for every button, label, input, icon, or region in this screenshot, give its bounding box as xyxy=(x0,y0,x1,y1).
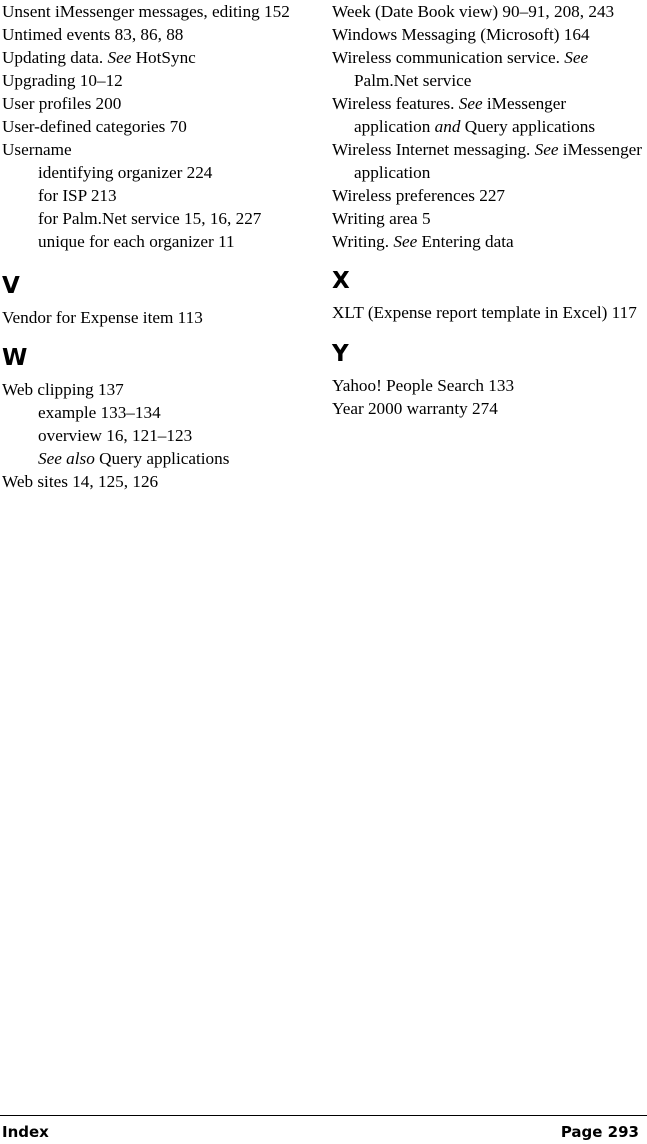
entry-text: unique for each organizer 11 xyxy=(38,232,235,251)
index-entry xyxy=(2,46,310,69)
entry-text: iMessenger application xyxy=(354,94,567,136)
index-column-right xyxy=(332,0,644,420)
entry-text: Web clipping 137 xyxy=(2,380,124,399)
index-subentry xyxy=(2,401,310,424)
index-subentry xyxy=(2,424,310,447)
entry-text: example 133–134 xyxy=(38,403,161,422)
entry-text: Wireless features. xyxy=(332,94,459,113)
index-entry xyxy=(332,184,644,207)
entry-text: iMessenger application xyxy=(354,140,643,182)
entry-group xyxy=(332,374,644,420)
entry-text: Writing. xyxy=(332,232,394,251)
entry-text: Windows Messaging (Microsoft) 164 xyxy=(332,25,590,44)
index-subentry xyxy=(2,161,310,184)
index-entry xyxy=(2,23,310,46)
index-entry xyxy=(2,306,310,329)
index-entry xyxy=(332,92,644,138)
index-subentry xyxy=(2,230,310,253)
index-entry xyxy=(2,138,310,161)
index-entry xyxy=(2,69,310,92)
entry-text: Yahoo! People Search 133 xyxy=(332,376,515,395)
entry-text: Wireless Internet messaging. xyxy=(332,140,535,159)
index-entry xyxy=(2,378,310,401)
entry-group xyxy=(2,0,310,253)
footer-rule xyxy=(0,1115,647,1116)
entry-text: Palm.Net service xyxy=(354,71,472,90)
section-letter-w: W xyxy=(2,345,28,371)
index-subentry xyxy=(2,447,310,470)
entry-text: Web sites 14, 125, 126 xyxy=(2,472,159,491)
entry-text: Username xyxy=(2,140,72,159)
index-column-left xyxy=(2,0,310,493)
index-entry xyxy=(332,230,644,253)
index-entry xyxy=(2,470,310,493)
footer-section-name: Index xyxy=(2,1123,49,1141)
cross-reference-label: See also xyxy=(38,449,95,468)
entry-group xyxy=(332,301,644,324)
cross-reference-label: See xyxy=(534,140,559,159)
entry-text: HotSync xyxy=(131,48,196,67)
section-letter-v: V xyxy=(2,273,20,299)
index-entry xyxy=(332,23,644,46)
cross-reference-label: See xyxy=(107,48,132,67)
index-subentry xyxy=(2,207,310,230)
index-subentry xyxy=(2,184,310,207)
entry-text: Week (Date Book view) 90–91, 208, 243 xyxy=(332,2,615,21)
entry-group xyxy=(332,0,644,253)
section-letter-x: X xyxy=(332,268,350,294)
entry-group xyxy=(2,306,310,329)
index-entry xyxy=(2,92,310,115)
entry-text: Untimed events 83, 86, 88 xyxy=(2,25,184,44)
entry-text: Upgrading 10–12 xyxy=(2,71,123,90)
cross-reference-label: See xyxy=(564,48,589,67)
index-entry xyxy=(332,374,644,397)
index-entry xyxy=(332,46,644,92)
entry-text: XLT (Expense report template in Excel) 117 xyxy=(332,303,637,322)
entry-text: Vendor for Expense item 113 xyxy=(2,308,203,327)
entry-text: Updating data. xyxy=(2,48,108,67)
entry-text: Writing area 5 xyxy=(332,209,431,228)
index-entry xyxy=(332,0,644,23)
entry-text: Entering data xyxy=(417,232,514,251)
cross-reference-label: See xyxy=(458,94,483,113)
index-entry xyxy=(332,207,644,230)
entry-text: Query applications xyxy=(94,449,230,468)
entry-text: Wireless preferences 227 xyxy=(332,186,506,205)
entry-text: for Palm.Net service 15, 16, 227 xyxy=(38,209,262,228)
entry-text: for ISP 213 xyxy=(38,186,117,205)
entry-text: Wireless communication service. xyxy=(332,48,565,67)
entry-text: Unsent iMessenger messages, editing 152 xyxy=(2,2,290,21)
cross-reference-label: See xyxy=(393,232,418,251)
cross-reference-label: and xyxy=(434,117,461,136)
entry-text: Query applications xyxy=(460,117,596,136)
section-letter-y: Y xyxy=(332,341,349,367)
entry-text: identifying organizer 224 xyxy=(38,163,213,182)
footer-page-number: Page 293 xyxy=(560,1123,639,1141)
entry-text: User-defined categories 70 xyxy=(2,117,187,136)
index-entry xyxy=(332,138,644,184)
index-entry xyxy=(2,0,310,23)
index-entry xyxy=(2,115,310,138)
entry-group xyxy=(2,378,310,493)
index-entry xyxy=(332,397,644,420)
index-entry xyxy=(332,301,644,324)
entry-text: overview 16, 121–123 xyxy=(38,426,193,445)
entry-text: Year 2000 warranty 274 xyxy=(332,399,498,418)
entry-text: User profiles 200 xyxy=(2,94,122,113)
